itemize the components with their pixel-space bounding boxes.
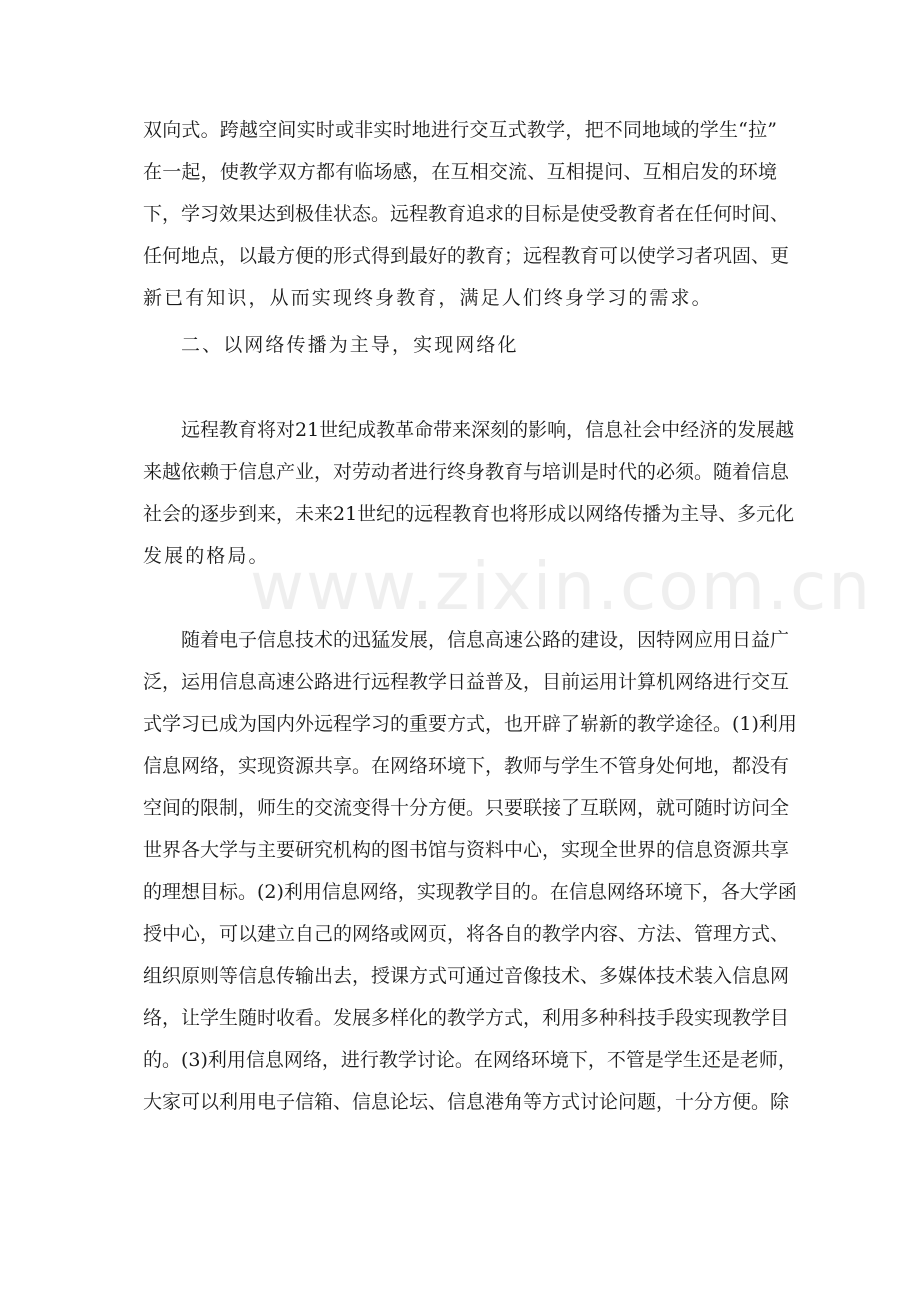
paragraph-line: 世界各大学与主要研究机构的图书馆与资料中心，实现全世界的信息资源共享 [143, 839, 790, 861]
paragraph-line: 式学习已成为国内外远程学习的重要方式，也开辟了崭新的教学途径。(1)利用 [143, 713, 797, 735]
paragraph-line: 任何地点，以最方便的形式得到最好的教育；远程教育可以使学习者巩固、更 [143, 245, 790, 267]
paragraph-line: 在一起，使教学双方都有临场感，在互相交流、互相提问、互相启发的环境 [143, 161, 777, 183]
paragraph-line: 组织原则等信息传输出去，授课方式可通过音像技术、多媒体技术装入信息网 [143, 965, 790, 987]
watermark: www.zixin.com.cn [250, 548, 873, 625]
paragraph-line: 的理想目标。(2)利用信息网络，实现教学目的。在信息网络环境下，各大学函 [143, 881, 797, 903]
paragraph-line: 双向式。跨越空间实时或非实时地进行交互式教学，把不同地域的学生“拉” [143, 119, 777, 141]
paragraph-line: 随着电子信息技术的迅猛发展，信息高速公路的建设，因特网应用日益广 [181, 629, 790, 651]
paragraph-line: 泛，运用信息高速公路进行远程教学日益普及，目前运用计算机网络进行交互 [143, 671, 790, 693]
paragraph-line: 络，让学生随时收看。发展多样化的教学方式，利用多种科技手段实现教学目 [143, 1007, 790, 1029]
section-heading: 二、以网络传播为主导，实现网络化 [181, 334, 519, 356]
paragraph-line: 大家可以利用电子信箱、信息论坛、信息港角等方式讨论问题，十分方便。除 [143, 1091, 790, 1113]
paragraph-line: 社会的逐步到来，未来21世纪的远程教育也将形成以网络传播为主导、多元化 [143, 503, 795, 525]
paragraph-line: 新已有知识，从而实现终身教育，满足人们终身学习的需求。 [143, 287, 713, 309]
paragraph-line: 远程教育将对21世纪成教革命带来深刻的影响，信息社会中经济的发展越 [181, 419, 795, 441]
paragraph-line: 空间的限制，师生的交流变得十分方便。只要联接了互联网，就可随时访问全 [143, 797, 790, 819]
paragraph-line: 发展的格局。 [143, 545, 270, 567]
paragraph-line: 来越依赖于信息产业，对劳动者进行终身教育与培训是时代的必须。随着信息 [143, 461, 790, 483]
paragraph-line: 的。(3)利用信息网络，进行教学讨论。在网络环境下，不管是学生还是老师， [143, 1049, 797, 1071]
paragraph-line: 授中心，可以建立自己的网络或网页，将各自的教学内容、方法、管理方式、 [143, 923, 790, 945]
paragraph-line: 信息网络，实现资源共享。在网络环境下，教师与学生不管身处何地，都没有 [143, 755, 790, 777]
paragraph-line: 下，学习效果达到极佳状态。远程教育追求的目标是使受教育者在任何时间、 [143, 203, 790, 225]
